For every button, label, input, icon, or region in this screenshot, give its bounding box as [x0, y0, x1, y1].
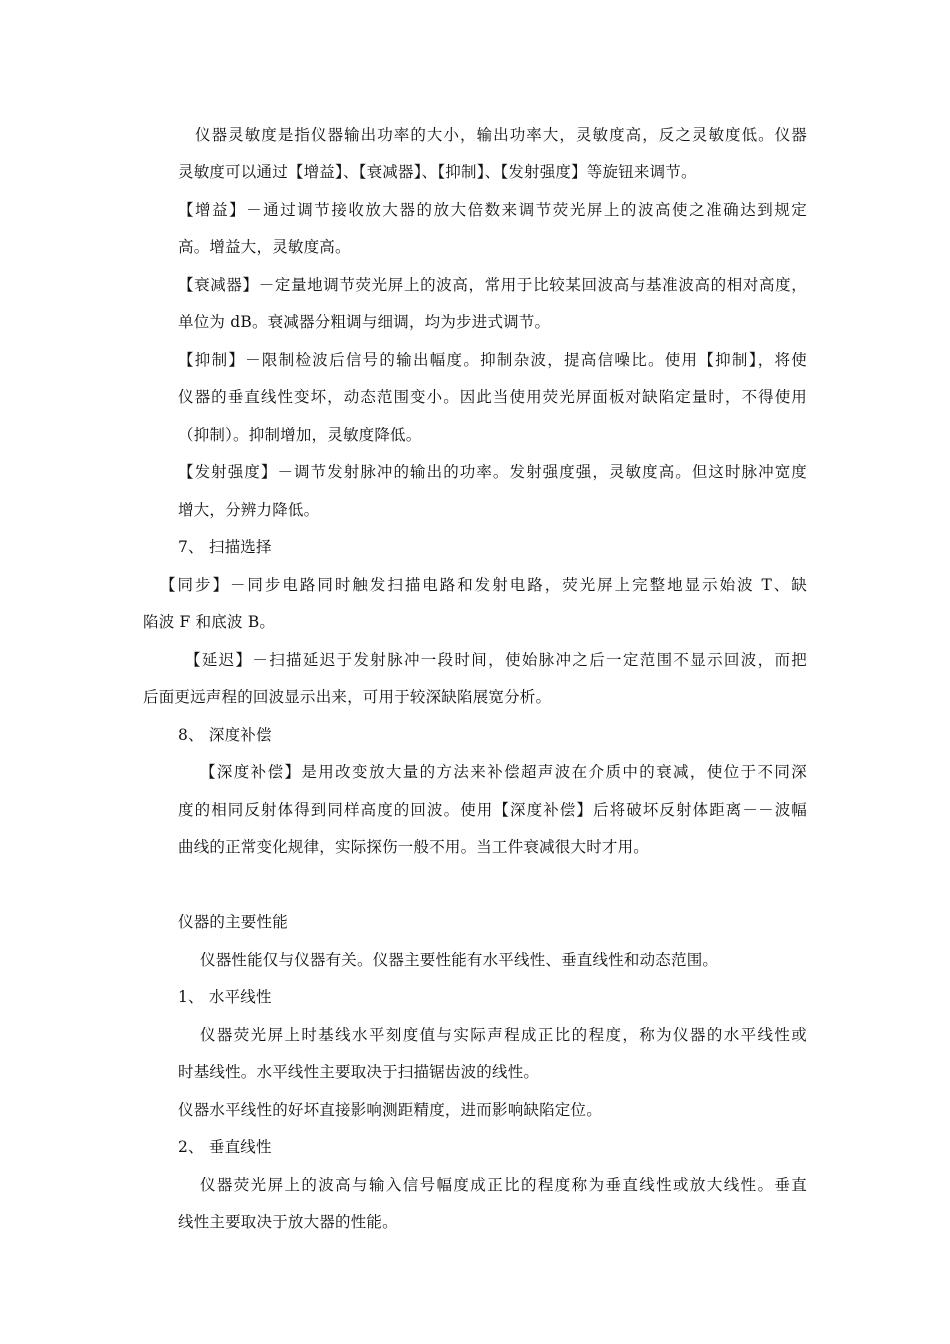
text-line: 时基线性。水平线性主要取决于扫描锯齿波的线性。	[178, 1063, 540, 1081]
section-heading: 8、 深度补偿	[178, 726, 272, 744]
section-heading: 7、 扫描选择	[178, 538, 272, 556]
section-heading: 仪器的主要性能	[178, 913, 288, 931]
text-line: 仪器水平线性的好坏直接影响测距精度，进而影响缺陷定位。	[178, 1101, 602, 1119]
text-line: 【延迟】－扫描延迟于发射脉冲一段时间，使始脉冲之后一定范围不显示回波，而把	[185, 651, 807, 669]
text-line: 仪器灵敏度是指仪器输出功率的大小，输出功率大，灵敏度高，反之灵敏度低。仪器	[195, 126, 807, 144]
text-line: 陷波 F 和底波 B。	[143, 613, 276, 631]
text-line: 线性主要取决于放大器的性能。	[178, 1213, 398, 1231]
section-heading: 1、 水平线性	[178, 988, 272, 1006]
text-line: 仪器荧光屏上的波高与输入信号幅度成正比的程度称为垂直线性或放大线性。垂直	[200, 1176, 807, 1194]
text-line: 仪器性能仅与仪器有关。仪器主要性能有水平线性、垂直线性和动态范围。	[200, 951, 719, 969]
text-line: 【衰减器】－定量地调节荧光屏上的波高，常用于比较某回波高与基准波高的相对高度，	[178, 276, 807, 294]
text-line: 【深度补偿】是用改变放大量的方法来补偿超声波在介质中的衰减，使位于不同深	[200, 763, 807, 781]
text-line: 后面更远声程的回波显示出来，可用于较深缺陷展宽分析。	[143, 688, 552, 706]
text-line: 【抑制】－限制检波后信号的输出幅度。抑制杂波，提高信噪比。使用【抑制】，将使	[178, 351, 807, 369]
text-line: 仪器的垂直线性变坏，动态范围变小。因此当使用荧光屏面板对缺陷定量时，不得使用	[178, 388, 807, 406]
text-line: 度的相同反射体得到同样高度的回波。使用【深度补偿】后将破坏反射体距离－－波幅	[178, 801, 807, 819]
text-line: 【同步】－同步电路同时触发扫描电路和发射电路，荧光屏上完整地显示始波 T、缺	[160, 576, 807, 594]
section-heading: 2、 垂直线性	[178, 1138, 272, 1156]
text-line: 灵敏度可以通过【增益】、【衰减器】、【抑制】、【发射强度】等旋钮来调节。	[178, 163, 697, 181]
text-line: 曲线的正常变化规律，实际探伤一般不用。当工件衰减很大时才用。	[178, 838, 650, 856]
text-line: 单位为 dB。衰减器分粗调与细调，均为步进式调节。	[178, 313, 551, 331]
text-line: 【增益】－通过调节接收放大器的放大倍数来调节荧光屏上的波高使之准确达到规定	[178, 201, 807, 219]
text-line: 仪器荧光屏上时基线水平刻度值与实际声程成正比的程度，称为仪器的水平线性或	[200, 1026, 807, 1044]
text-line: 高。增益大，灵敏度高。	[178, 238, 351, 256]
text-line: 增大，分辨力降低。	[178, 501, 320, 519]
text-line: （抑制）。抑制增加，灵敏度降低。	[178, 426, 422, 444]
text-line: 【发射强度】－调节发射脉冲的输出的功率。发射强度强，灵敏度高。但这时脉冲宽度	[178, 463, 807, 481]
